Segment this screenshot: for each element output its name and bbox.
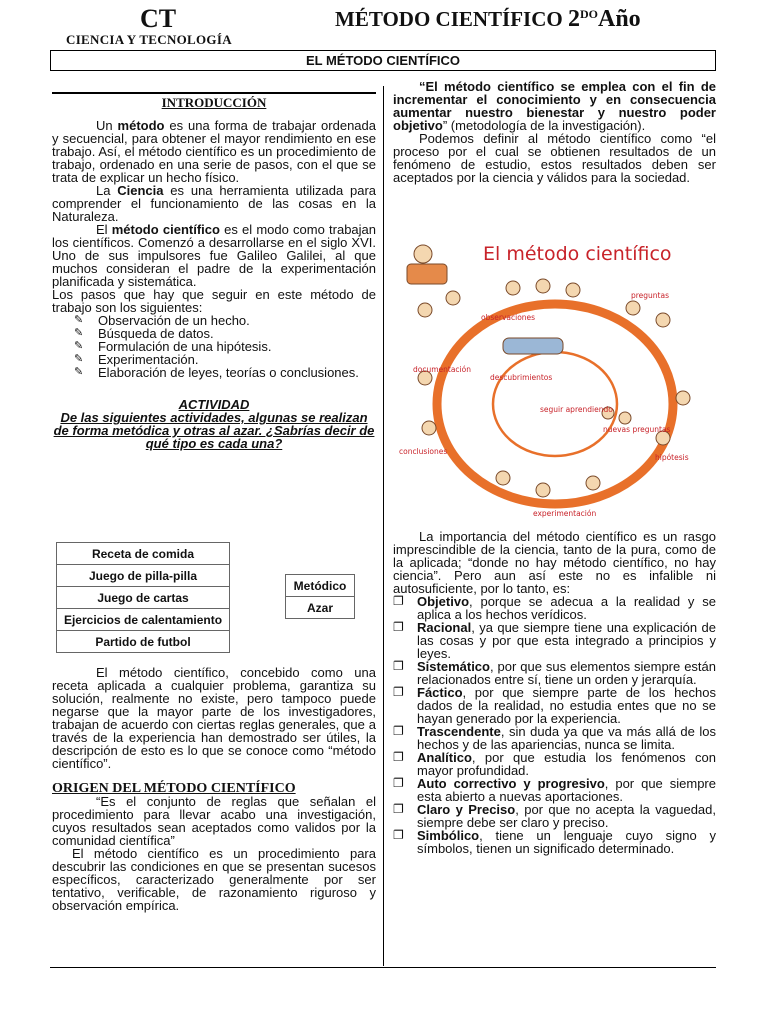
feature-term: Claro y Preciso — [417, 802, 516, 817]
feature-term: Analítico — [417, 750, 472, 765]
activities-table — [56, 542, 230, 653]
feature-desc: , por que no acepta la vaguedad, siempre debe ser claro y preciso. — [417, 802, 716, 830]
pencil-icon: ✎ — [74, 327, 84, 339]
p1-bold: método — [117, 118, 165, 133]
diagram-title: El método científico — [483, 243, 672, 265]
worksheet-title — [335, 6, 641, 33]
bullet-icon: ❐ — [393, 802, 404, 816]
list-item — [393, 751, 716, 777]
bullet-icon: ❐ — [393, 620, 404, 634]
feature-term: Simbólico — [417, 828, 480, 843]
origin-paragraph: El método científico es un procedimiento para descubrir las condiciones en que se presentan sucesos específicos, caracterizado generalmente por ser tentativo, verificable, de razonamiento riguroso y observación empírica. — [52, 846, 376, 913]
quote-bold: “El método científico se emplea con el fin de incrementar el conocimiento y en consecuencia aumentar nuestro bienestar y nuestro poder objetivo — [393, 79, 716, 133]
diagram-label: descubrimientos — [490, 373, 553, 382]
pencil-icon: ✎ — [74, 340, 84, 352]
list-item — [393, 777, 716, 803]
list-item — [393, 660, 716, 686]
diagram-label: hipótesis — [655, 453, 689, 462]
p2-post: es una herramienta utilizada para comprender el funcionamiento de las cosas en la Naturaleza. — [52, 183, 377, 224]
grade-number: 2 — [567, 6, 580, 32]
pencil-icon: ✎ — [74, 314, 84, 326]
feature-desc: , sin duda ya que va más allá de los hechos y de las apariencias, nunca se limita. — [417, 724, 716, 752]
intro-paragraph-3 — [52, 223, 376, 288]
grade-word: Año — [597, 6, 641, 32]
scientific-method-illustration — [393, 228, 716, 520]
importance-paragraph: La importancia del método científico es un rasgo imprescindible de la ciencia, tanto de la pura, como de la aplicada; “donde no hay método científico, no hay ciencia”. Pero aun así este no es infalible ni autosuficiente, por lo tanto, es: — [393, 529, 716, 596]
type-cell: Azar — [286, 597, 355, 619]
activity-cell: Partido de futbol — [57, 631, 230, 653]
definition-paragraph: Podemos definir al método científico como “el proceso por el cual se obtienen resultados de un fenómeno de estudio, estos resultados deben ser aceptados por la ciencia y válidos para la sociedad. — [393, 131, 716, 185]
list-item — [52, 366, 376, 379]
list-item — [393, 803, 716, 829]
feature-desc: , por que siempre parte de los hechos dados de la realidad, no estudia entes que no se hayan generado por la experiencia. — [417, 685, 716, 726]
diagram-label: nuevas preguntas — [603, 425, 671, 434]
diagram-label: seguir aprendiendo — [540, 405, 613, 414]
steps-list — [52, 314, 376, 379]
diagram-label: conclusiones — [399, 447, 448, 456]
p1-pre: Un — [96, 118, 118, 133]
bullet-icon: ❐ — [393, 776, 404, 790]
origin-heading: ORIGEN DEL MÉTODO CIENTÍFICO — [52, 781, 296, 796]
step-text: Búsqueda de datos. — [98, 326, 214, 341]
quote-paragraph — [393, 80, 716, 132]
feature-desc: , por que estudia los fenómenos con mayor profundidad. — [417, 750, 716, 778]
intro-paragraph-4: Los pasos que hay que seguir en este método de trabajo son los siguientes: — [52, 287, 376, 315]
p3-pre: El — [96, 222, 112, 237]
p1-post: es una forma de trabajar ordenada y secuencial, para obtener el mayor rendimiento en ese trabajo. Así, el método científico es un procedimiento de trabajo, ordenado en una serie de pasos, con el que se trata de explicar un hecho físico. — [52, 118, 376, 185]
feature-desc: , ya que siempre tiene una explicación de las cosas y por que esta integrado a principios y leyes. — [417, 620, 716, 661]
step-text: Formulación de una hipótesis. — [98, 339, 272, 354]
p3-bold: método científico — [111, 222, 220, 237]
list-item — [393, 686, 716, 725]
activity-title: ACTIVIDAD — [178, 397, 250, 412]
p3-post: es el modo como trabajan los científicos. Comenzó a desarrollarse en el siglo XVI. Uno de sus impulsores fue Galileo Galilei, al que muchos consideran el padre de la experimentación planificada y sistemática. — [52, 222, 377, 289]
paragraph-concept: El método científico, concebido como una receta aplicada a cualquier problema, garantiza su solución, realmente no existe, pero tampoco puede negarse que la mayor parte de los investigadores, trabajan de acuerdo con ciertas reglas generales, que a través de la experiencia han demostrado ser útiles, la descripción de esto es lo que se conoce como “método científico”. — [52, 665, 376, 771]
step-text: Elaboración de leyes, teorías o conclusiones. — [98, 365, 359, 380]
feature-term: Auto correctivo y progresivo — [417, 776, 605, 791]
diagram-label: documentación — [413, 365, 471, 374]
feature-term: Trascendente — [417, 724, 501, 739]
bullet-icon: ❐ — [393, 828, 404, 842]
subject-abbrev: CT — [140, 4, 177, 33]
intro-paragraph-1 — [52, 119, 376, 184]
step-text: Experimentación. — [98, 352, 199, 367]
p2-bold: Ciencia — [117, 183, 164, 198]
right-column-lower — [393, 530, 716, 855]
worksheet-title-text: MÉTODO CIENTÍFICO — [335, 7, 563, 31]
right-column-top — [393, 80, 716, 184]
feature-term: Objetivo — [417, 594, 470, 609]
feature-desc: , porque se adecua a la realidad y se aplica a los hechos verídicos. — [417, 594, 716, 622]
origin-quote: “Es el conjunto de reglas que señalan el procedimiento para llevar acabo una investigación, cuyos resultados sean aceptados como validos por la comunidad científica” — [52, 794, 376, 848]
column-divider — [383, 86, 384, 966]
left-column — [52, 92, 376, 450]
diagram-label: experimentación — [533, 509, 597, 518]
diagram-label: preguntas — [631, 291, 670, 300]
type-cell: Metódico — [286, 575, 355, 597]
p2-pre: La — [96, 183, 118, 198]
intro-heading: INTRODUCCIÓN — [52, 92, 376, 109]
activity-cell: Receta de comida — [57, 543, 230, 565]
step-text: Observación de un hecho. — [98, 313, 250, 328]
pencil-icon: ✎ — [74, 353, 84, 365]
bullet-icon: ❐ — [393, 724, 404, 738]
activity-cell: Juego de cartas — [57, 587, 230, 609]
feature-term: Fáctico — [417, 685, 463, 700]
bullet-icon: ❐ — [393, 750, 404, 764]
page-title: EL MÉTODO CIENTÍFICO — [50, 50, 716, 71]
grade-sup: DO — [579, 7, 598, 21]
quote-tail: ” (metodología de la investigación). — [442, 118, 646, 133]
pencil-icon: ✎ — [74, 366, 84, 378]
feature-desc: , por que siempre esta abierto a nuevas aportaciones. — [417, 776, 716, 804]
intro-paragraph-2 — [52, 184, 376, 223]
types-table — [285, 574, 355, 619]
list-item — [393, 829, 716, 855]
bullet-icon: ❐ — [393, 594, 404, 608]
list-item — [393, 725, 716, 751]
feature-term: Sistemático — [417, 659, 490, 674]
feature-desc: , por que sus elementos siempre están relacionados entre sí, tiene un orden y jerarquía. — [417, 659, 716, 687]
inner-ring — [493, 352, 617, 456]
list-item — [393, 595, 716, 621]
diagram-label: observaciones — [481, 313, 536, 322]
cycle-ring — [437, 304, 673, 504]
left-column-lower — [52, 666, 376, 912]
bullet-icon: ❐ — [393, 659, 404, 673]
bottom-rule — [50, 967, 716, 968]
activity-instructions: De las siguientes actividades, algunas se realizan de forma metódica y otras al azar. ¿Sabrías decir de qué tipo es cada una? — [53, 410, 375, 451]
bullet-icon: ❐ — [393, 685, 404, 699]
subject-full: CIENCIA Y TECNOLOGÍA — [66, 32, 232, 47]
activity-cell: Juego de pilla-pilla — [57, 565, 230, 587]
activity-cell: Ejercicios de calentamiento — [57, 609, 230, 631]
features-list — [393, 595, 716, 855]
list-item — [393, 621, 716, 660]
feature-desc: , tiene un lenguaje cuyo signo y símbolos, tienen un significado determinado. — [417, 828, 716, 856]
feature-term: Racional — [417, 620, 472, 635]
